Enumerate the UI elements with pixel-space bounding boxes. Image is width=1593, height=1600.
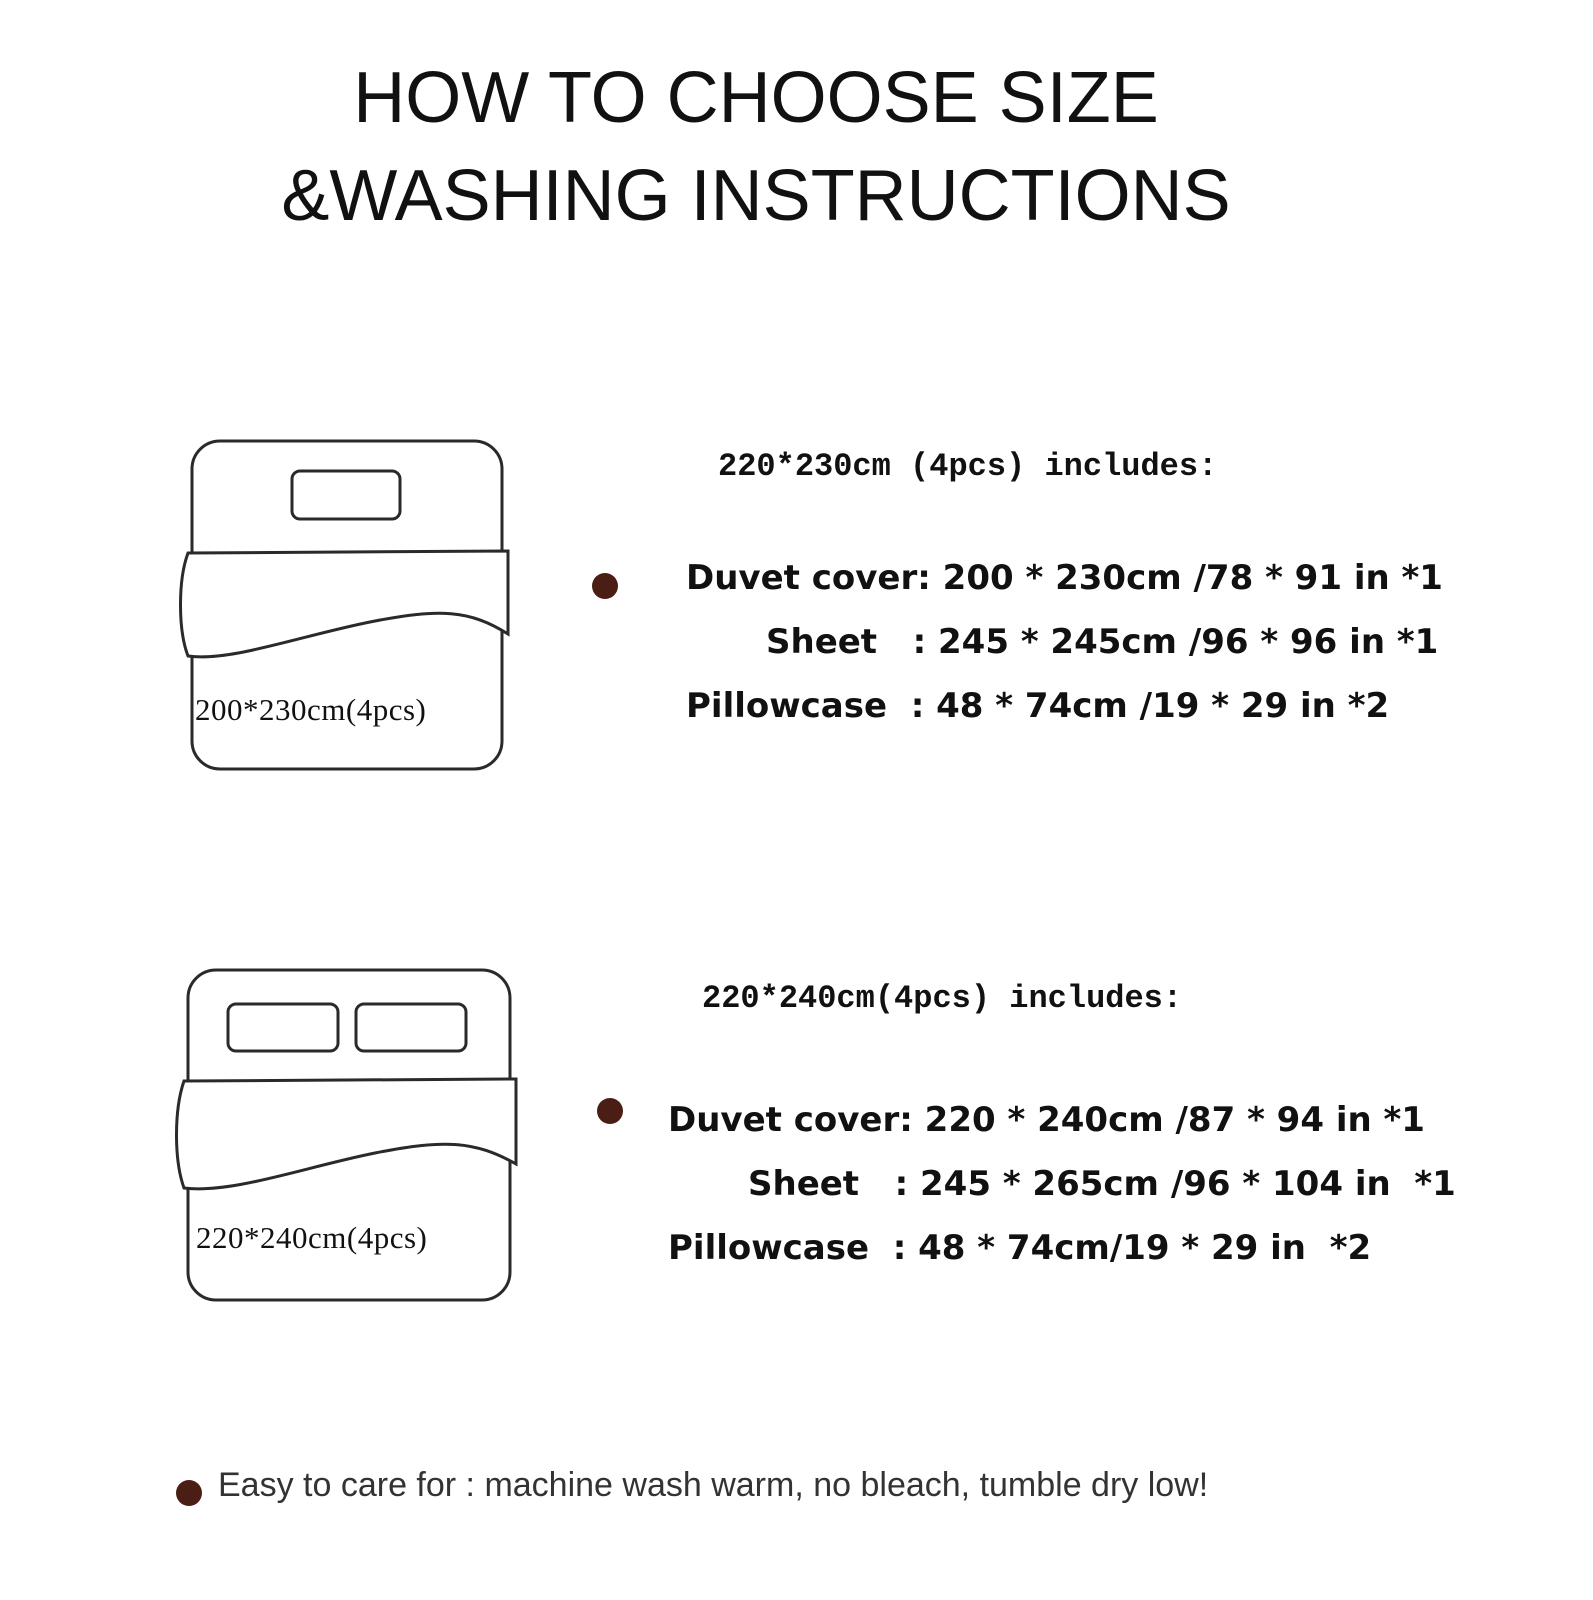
spec-duvet-cover: Duvet cover: 200 * 230cm /78 * 91 in *1: [686, 558, 1443, 598]
pillow-icon: [292, 471, 400, 519]
page-title-line-2: &WASHING INSTRUCTIONS: [281, 156, 1231, 236]
bullet-dot-icon: [592, 573, 618, 599]
spec-sheet: Sheet : 245 * 265cm /96 * 104 in *1: [748, 1164, 1456, 1204]
bed-size-label: 200*230cm(4pcs): [195, 692, 427, 727]
size-heading: 220*230cm (4pcs) includes:: [718, 448, 1218, 485]
bed-size-label: 220*240cm(4pcs): [196, 1220, 428, 1255]
bullet-dot-icon: [176, 1480, 202, 1506]
spec-pillowcase: Pillowcase : 48 * 74cm /19 * 29 in *2: [686, 686, 1390, 726]
size-heading: 220*240cm(4pcs) includes:: [702, 980, 1183, 1017]
spec-sheet: Sheet : 245 * 245cm /96 * 96 in *1: [766, 622, 1439, 662]
spec-pillowcase: Pillowcase : 48 * 74cm/19 * 29 in *2: [668, 1228, 1372, 1268]
pillow-icon: [228, 1004, 338, 1051]
page-title-line-1: HOW TO CHOOSE SIZE: [353, 58, 1159, 138]
bullet-dot-icon: [597, 1098, 623, 1124]
pillow-icon: [356, 1004, 466, 1051]
bed-diagram-2: [170, 958, 520, 1303]
care-instructions: Easy to care for : machine wash warm, no bleach, tumble dry low!: [218, 1466, 1209, 1504]
spec-duvet-cover: Duvet cover: 220 * 240cm /87 * 94 in *1: [668, 1100, 1425, 1140]
bed-diagram-1: [170, 430, 510, 775]
